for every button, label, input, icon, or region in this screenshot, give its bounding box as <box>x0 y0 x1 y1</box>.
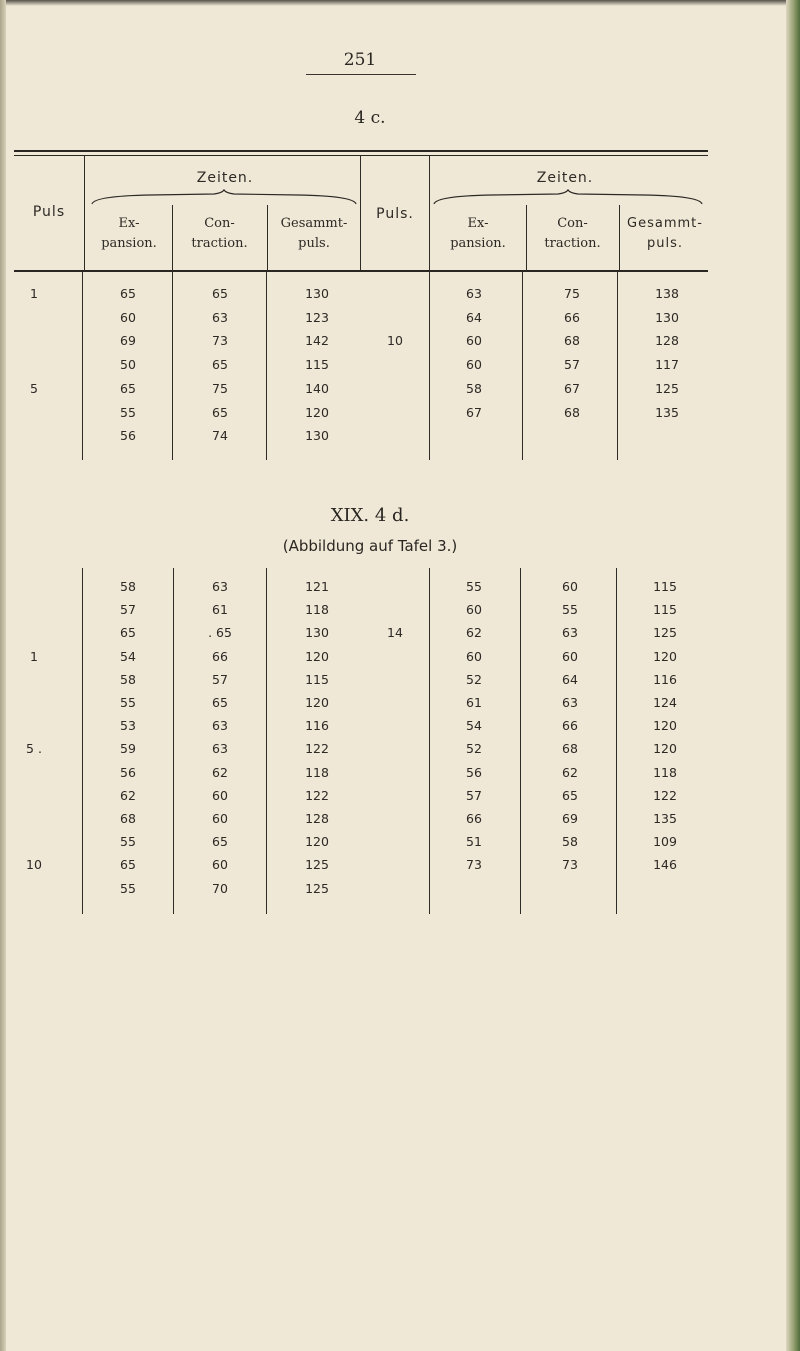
vline-t2-5 <box>520 568 521 914</box>
contraction-cell: 60 <box>212 857 228 873</box>
expansion-cell: 55 <box>466 579 482 594</box>
gesammtpuls-cell: 142 <box>305 333 329 349</box>
expansion-cell: 62 <box>466 625 482 641</box>
expansion-cell: 63 <box>466 286 482 301</box>
gesammtpuls-cell: 130 <box>305 428 329 444</box>
gesammtpuls-cell: 115 <box>305 357 329 373</box>
expansion-cell: 54 <box>120 648 136 664</box>
gesammtpuls-cell: 122 <box>305 741 329 757</box>
gesammtpuls-cell: 120 <box>305 834 329 850</box>
brace-left <box>90 190 358 206</box>
section2-title: XIX. 4 d. <box>330 505 410 526</box>
puls-value: 14 <box>387 625 403 641</box>
gesammtpuls-cell: 138 <box>655 286 679 301</box>
contraction-cell: 66 <box>562 718 578 734</box>
contraction-cell: 60 <box>212 787 228 803</box>
gesammtpuls-cell: 125 <box>305 857 329 873</box>
expansion-cell: 67 <box>466 404 482 420</box>
gesammtpuls-cell: 130 <box>655 309 679 325</box>
row-marker: 1 <box>30 286 38 301</box>
contraction-cell: 60 <box>562 579 578 594</box>
header-expansion-right: Ex- pansion. <box>450 216 506 251</box>
gesammtpuls-cell: 124 <box>653 695 677 710</box>
gesammtpuls-cell: 115 <box>305 671 329 687</box>
contraction-cell: 65 <box>212 357 228 373</box>
contraction-cell: 63 <box>212 309 228 325</box>
vline-t2-4 <box>429 568 430 914</box>
contraction-cell: 75 <box>564 286 580 301</box>
contraction-cell: 60 <box>212 811 228 826</box>
vline-t1-1 <box>82 272 83 460</box>
gesammtpuls-cell: 140 <box>305 380 329 396</box>
contraction-cell: 58 <box>562 834 578 850</box>
contraction-cell: 65 <box>212 286 228 301</box>
header-contraction-left: Con- traction. <box>191 216 248 251</box>
expansion-cell: 58 <box>466 380 482 396</box>
contraction-cell: 73 <box>212 333 228 349</box>
contraction-cell: 63 <box>212 741 228 757</box>
contraction-cell: 65 <box>562 787 578 803</box>
vline-t2-2 <box>173 568 174 914</box>
vline-t2-3 <box>266 568 267 914</box>
contraction-cell: 61 <box>212 602 228 618</box>
header-contraction-right: Con- traction. <box>544 216 601 251</box>
page-number: 251 <box>343 50 377 70</box>
gesammtpuls-cell: 125 <box>305 880 329 896</box>
gesammtpuls-cell: 120 <box>305 648 329 664</box>
gesammtpuls-cell: 130 <box>305 286 329 301</box>
expansion-cell: 58 <box>120 671 136 687</box>
expansion-cell: 55 <box>120 695 136 710</box>
contraction-cell: 73 <box>562 857 578 873</box>
row-marker: 5 . <box>26 741 42 757</box>
contraction-cell: 68 <box>562 741 578 757</box>
gesammtpuls-cell: 120 <box>653 718 677 734</box>
gesammtpuls-cell: 146 <box>653 857 677 873</box>
contraction-cell: 75 <box>212 380 228 396</box>
header-expansion-left: Ex- pansion. <box>101 216 157 251</box>
section-title: 4 c. <box>354 108 386 128</box>
gesammtpuls-cell: 125 <box>653 625 677 641</box>
expansion-cell: 60 <box>466 357 482 373</box>
expansion-cell: 56 <box>120 428 136 444</box>
header-zeiten-right: Zeiten. <box>536 170 594 186</box>
contraction-cell: 74 <box>212 428 228 444</box>
table-top-rule <box>14 150 708 152</box>
contraction-cell: 62 <box>212 764 228 780</box>
page-number-rule <box>306 74 416 75</box>
expansion-cell: 53 <box>120 718 136 734</box>
contraction-cell: 65 <box>212 404 228 420</box>
vline-t2-6 <box>616 568 617 914</box>
expansion-cell: 52 <box>466 741 482 757</box>
contraction-cell: 55 <box>562 602 578 618</box>
gesammtpuls-cell: 120 <box>305 695 329 710</box>
contraction-cell: 64 <box>562 671 578 687</box>
gesammtpuls-cell: 122 <box>653 787 677 803</box>
expansion-cell: 51 <box>466 834 482 850</box>
expansion-cell: 56 <box>120 764 136 780</box>
expansion-cell: 56 <box>466 764 482 780</box>
header-bottom-rule <box>14 270 708 272</box>
gesammtpuls-cell: 121 <box>305 579 329 594</box>
expansion-cell: 60 <box>120 309 136 325</box>
contraction-cell: 68 <box>564 333 580 349</box>
gesammtpuls-cell: 128 <box>305 811 329 826</box>
contraction-cell: 66 <box>212 648 228 664</box>
contraction-cell: 62 <box>562 764 578 780</box>
expansion-cell: 59 <box>120 741 136 757</box>
contraction-cell: 65 <box>212 695 228 710</box>
gesammtpuls-cell: 128 <box>655 333 679 349</box>
expansion-cell: 68 <box>120 811 136 826</box>
expansion-cell: 57 <box>120 602 136 618</box>
row-marker: 1 <box>30 648 38 664</box>
contraction-cell: 70 <box>212 880 228 896</box>
header-gesammtpuls-right: Gesammt- puls. <box>627 216 703 251</box>
page-edge-left <box>0 0 6 1351</box>
expansion-cell: 62 <box>120 787 136 803</box>
contraction-cell: 63 <box>212 718 228 734</box>
expansion-cell: 55 <box>120 404 136 420</box>
gesammtpuls-cell: 118 <box>653 764 677 780</box>
gesammtpuls-cell: 125 <box>655 380 679 396</box>
expansion-cell: 65 <box>120 857 136 873</box>
gesammtpuls-cell: 120 <box>653 648 677 664</box>
header-puls-right: Puls. <box>376 206 414 222</box>
expansion-cell: 69 <box>120 333 136 349</box>
expansion-cell: 60 <box>466 333 482 349</box>
expansion-cell: 54 <box>466 718 482 734</box>
gesammtpuls-cell: 118 <box>305 764 329 780</box>
expansion-cell: 58 <box>120 579 136 594</box>
contraction-cell: 68 <box>564 404 580 420</box>
gesammtpuls-cell: 120 <box>653 741 677 757</box>
section2-subtitle: (Abbildung auf Tafel 3.) <box>282 537 458 555</box>
contraction-cell: 57 <box>212 671 228 687</box>
vline-t1-5 <box>522 272 523 460</box>
contraction-cell: 63 <box>562 625 578 641</box>
expansion-cell: 52 <box>466 671 482 687</box>
gesammtpuls-cell: 109 <box>653 834 677 850</box>
expansion-cell: 66 <box>466 811 482 826</box>
vline-t1-6 <box>617 272 618 460</box>
vline-t2-1 <box>82 568 83 914</box>
puls-value: 10 <box>387 333 403 349</box>
expansion-cell: 64 <box>466 309 482 325</box>
expansion-cell: 55 <box>120 880 136 896</box>
gesammtpuls-cell: 116 <box>653 671 677 687</box>
contraction-cell: 69 <box>562 811 578 826</box>
expansion-cell: 65 <box>120 625 136 641</box>
row-marker: 5 <box>30 380 38 396</box>
expansion-cell: 65 <box>120 380 136 396</box>
expansion-cell: 65 <box>120 286 136 301</box>
page-edge-right <box>786 0 800 1351</box>
contraction-cell: . 65 <box>208 625 232 641</box>
header-puls-left: Puls <box>32 204 66 220</box>
gesammtpuls-cell: 122 <box>305 787 329 803</box>
gesammtpuls-cell: 123 <box>305 309 329 325</box>
vline-t1-3 <box>266 272 267 460</box>
gesammtpuls-cell: 118 <box>305 602 329 618</box>
top-shadow <box>0 0 800 6</box>
expansion-cell: 61 <box>466 695 482 710</box>
contraction-cell: 63 <box>562 695 578 710</box>
contraction-cell: 66 <box>564 309 580 325</box>
gesammtpuls-cell: 115 <box>653 579 677 594</box>
contraction-cell: 67 <box>564 380 580 396</box>
header-gesammtpuls-left: Gesammt- puls. <box>280 216 348 251</box>
gesammtpuls-cell: 120 <box>305 404 329 420</box>
table-top-rule-thin <box>14 155 708 156</box>
contraction-cell: 65 <box>212 834 228 850</box>
expansion-cell: 60 <box>466 648 482 664</box>
expansion-cell: 50 <box>120 357 136 373</box>
vline-t1-2 <box>172 272 173 460</box>
expansion-cell: 57 <box>466 787 482 803</box>
expansion-cell: 60 <box>466 602 482 618</box>
contraction-cell: 60 <box>562 648 578 664</box>
brace-right <box>432 190 704 206</box>
gesammtpuls-cell: 117 <box>655 357 679 373</box>
vline-t1-4 <box>429 272 430 460</box>
gesammtpuls-cell: 135 <box>655 404 679 420</box>
contraction-cell: 63 <box>212 579 228 594</box>
expansion-cell: 73 <box>466 857 482 873</box>
contraction-cell: 57 <box>564 357 580 373</box>
header-zeiten-left: Zeiten. <box>196 170 254 186</box>
gesammtpuls-cell: 115 <box>653 602 677 618</box>
gesammtpuls-cell: 116 <box>305 718 329 734</box>
expansion-cell: 55 <box>120 834 136 850</box>
vline-header-1 <box>84 156 85 270</box>
gesammtpuls-cell: 130 <box>305 625 329 641</box>
row-marker: 10 <box>26 857 42 873</box>
gesammtpuls-cell: 135 <box>653 811 677 826</box>
